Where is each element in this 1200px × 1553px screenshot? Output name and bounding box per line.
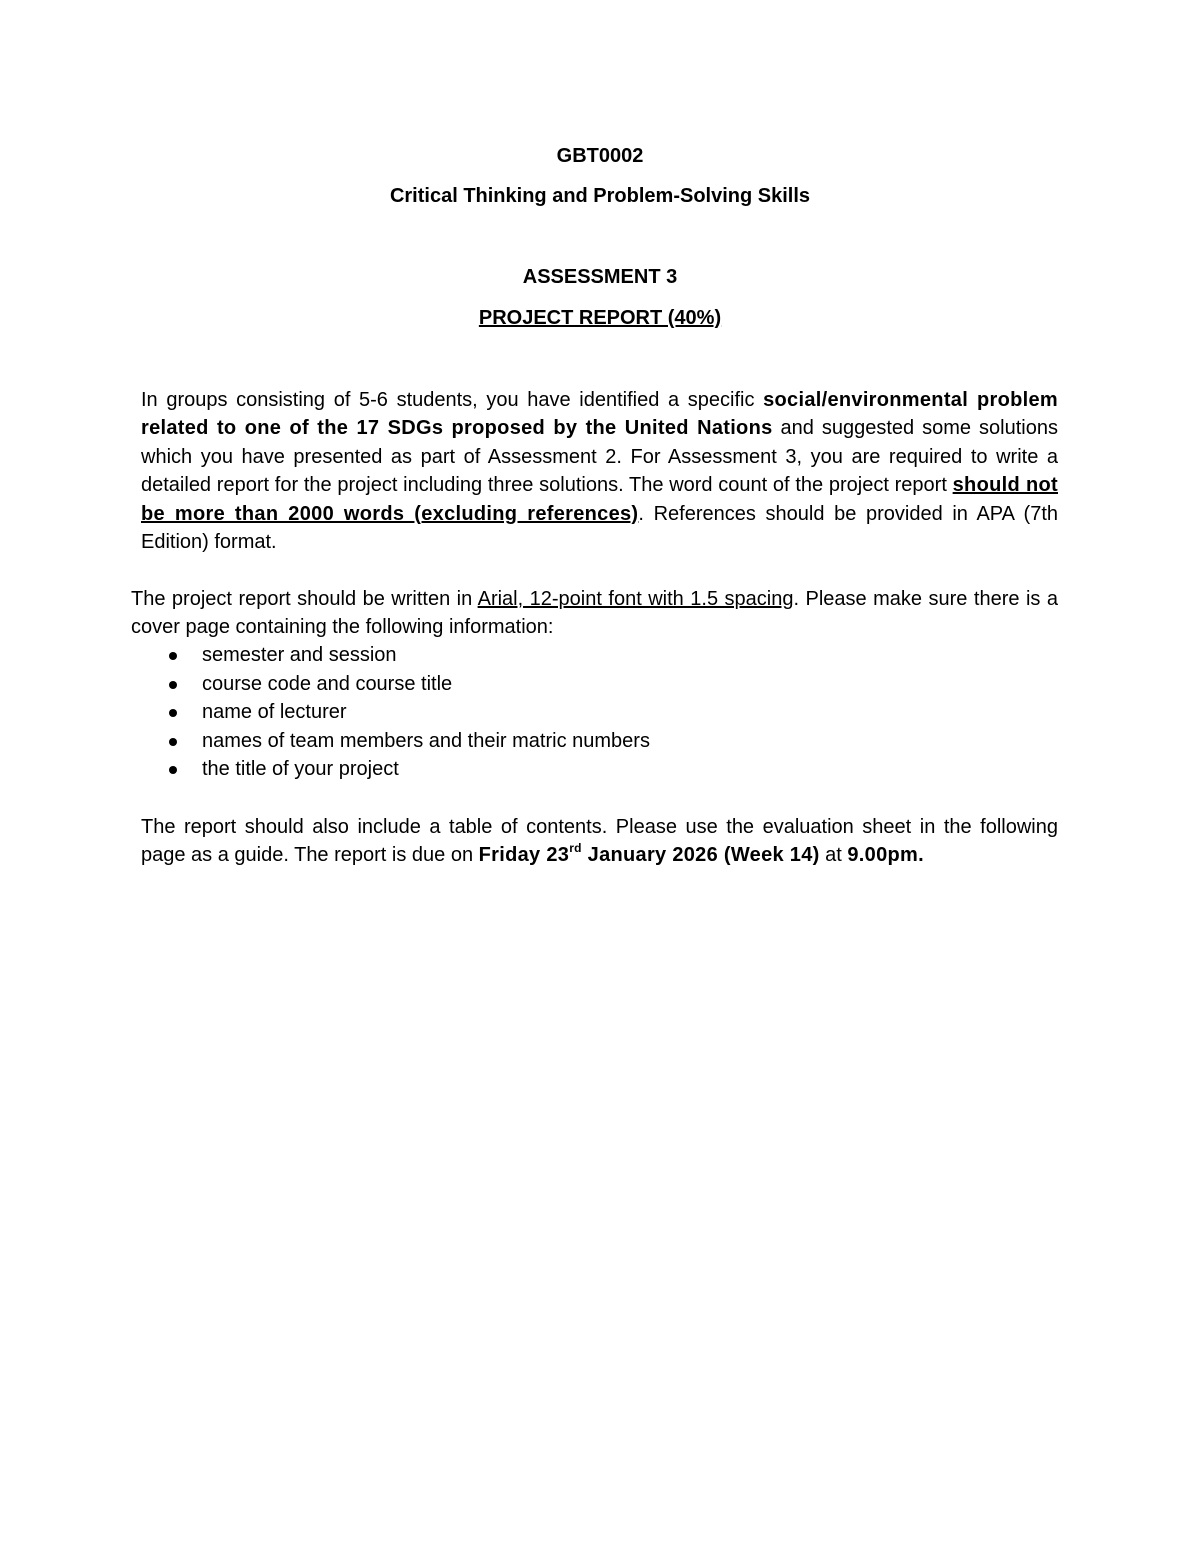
problem-requirement: social/environmental problem related to one of the 17 SDGs proposed by the United Nations xyxy=(141,389,1059,440)
list-item-text: course code and course title xyxy=(202,672,453,695)
list-item xyxy=(165,670,650,699)
project-report-heading xyxy=(0,304,1200,332)
project-report-label: PROJECT REPORT (40%) xyxy=(478,307,722,329)
format-paragraph xyxy=(131,585,1058,642)
paragraph-text: . Please make sure there is a cover page containing the following information: xyxy=(131,588,1058,639)
list-item-text: the title of your project xyxy=(202,758,399,781)
bullet-icon xyxy=(169,652,177,660)
paragraph-text: and suggested some solutions which you have presented as part of Assessment 2. For Assessment 3, you are required to write a detailed report for the project including three solutions. The word count of the project report xyxy=(141,417,1058,497)
due-time: 9.00pm. xyxy=(847,844,924,867)
cover-page-list xyxy=(165,641,650,784)
due-date-paragraph xyxy=(141,813,1058,870)
word-limit: should not be more than 2000 words (excluding references) xyxy=(141,474,1058,525)
paragraph-text: at xyxy=(819,844,848,867)
paragraph-text: In groups consisting of 5-6 students, you have identified a specific xyxy=(141,389,764,411)
list-item xyxy=(165,727,650,756)
list-item xyxy=(165,641,650,670)
assessment-heading: ASSESSMENT 3 xyxy=(522,266,678,288)
paragraph-text: The project report should be written in xyxy=(131,588,478,610)
course-title: Critical Thinking and Problem-Solving Skills xyxy=(389,185,811,207)
bullet-icon xyxy=(169,709,177,717)
ordinal-suffix: rd xyxy=(569,841,582,856)
instructions-paragraph xyxy=(141,386,1058,556)
list-item xyxy=(165,755,650,784)
bullet-icon xyxy=(169,681,177,689)
due-date: January 2026 (Week 14) xyxy=(581,844,820,867)
bullet-icon xyxy=(169,766,177,774)
font-requirement: Arial, 12-point font with 1.5 spacing xyxy=(477,588,794,610)
list-item-text: name of lecturer xyxy=(202,701,347,724)
course-code: GBT0002 xyxy=(556,145,644,167)
list-item xyxy=(165,698,650,727)
paragraph-text: The report should also include a table of contents. Please use the evaluation sheet in the following page as a guide. The report is due on xyxy=(141,816,1058,867)
due-day: Friday 23 xyxy=(478,844,570,867)
paragraph-text: . References should be provided in APA (7th Edition) format. xyxy=(141,502,1058,554)
list-item-text: names of team members and their matric numbers xyxy=(202,729,650,752)
bullet-icon xyxy=(169,738,177,746)
list-item-text: semester and session xyxy=(202,644,397,666)
